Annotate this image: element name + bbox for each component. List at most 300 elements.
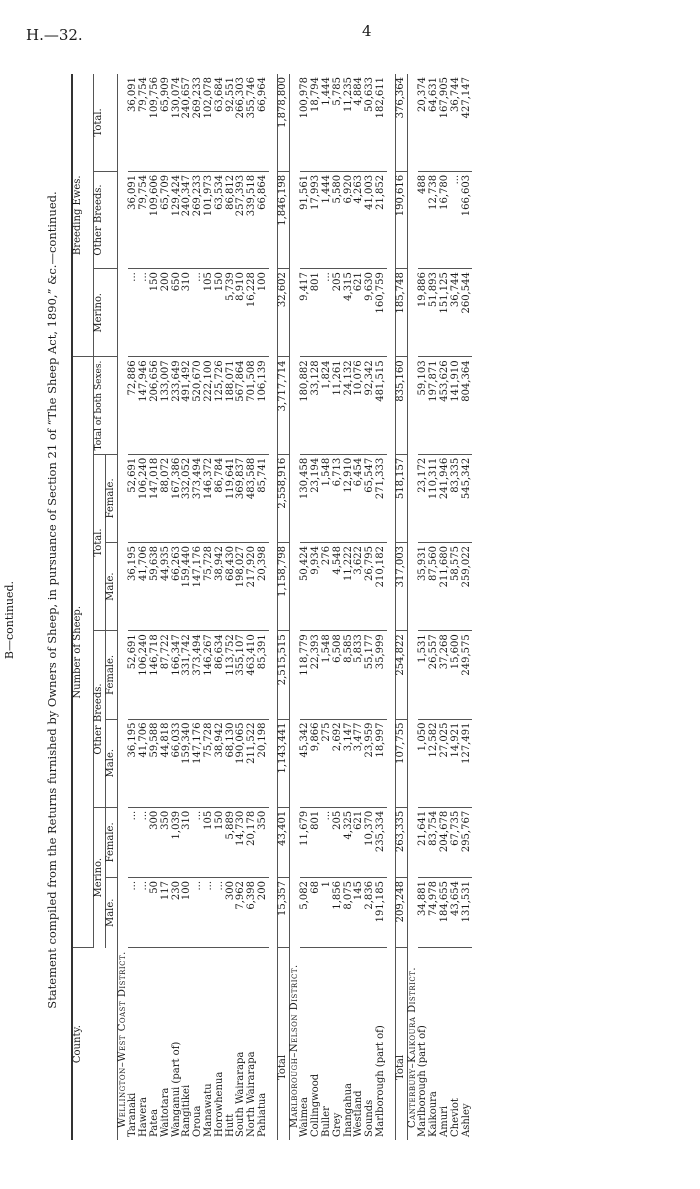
total-cell-mf: 263,335 <box>395 807 407 877</box>
county-name: Rangitikei <box>181 1084 193 1137</box>
cell-om: 75,728 <box>204 719 215 807</box>
cell-eo: 86,812 <box>226 171 237 268</box>
cell-mf: 67,735 <box>451 807 462 877</box>
cell-em: ... <box>322 269 333 357</box>
cell-et: 266,303 <box>236 74 247 171</box>
county-name: Hutt <box>224 1113 236 1137</box>
cell-tb: 72,886 <box>128 357 139 454</box>
cell-om: 41,706 <box>139 719 150 807</box>
cell-tb: 33,128 <box>311 357 322 454</box>
cell-tb: 147,946 <box>139 357 150 454</box>
cell-om: 20,198 <box>258 719 269 807</box>
cell-em: 9,417 <box>300 269 311 357</box>
cell-tb: 24,132 <box>344 357 355 454</box>
total-header: Total. <box>94 454 106 631</box>
cell-tm: 147,176 <box>193 543 204 631</box>
cell-et: 1,444 <box>322 74 333 171</box>
cell-om: 2,692 <box>333 719 344 807</box>
cell-tm: 38,942 <box>215 543 226 631</box>
cell-mf: 310 <box>182 807 193 877</box>
cell-mf: 5,889 <box>226 807 237 877</box>
cell-tb: 125,726 <box>215 357 226 454</box>
cell-mf: 4,325 <box>344 807 355 877</box>
cell-tm: 35,931 <box>418 543 429 631</box>
cell-eo: 101,973 <box>204 171 215 268</box>
cell-em: 310 <box>182 269 193 357</box>
cell-tf: 373,494 <box>193 454 204 542</box>
county-name: Horowhenua <box>213 1071 225 1137</box>
cell-em: 151,125 <box>440 269 451 357</box>
total-cell-of: 2,515,515 <box>277 631 289 719</box>
cell-om: 45,342 <box>300 719 311 807</box>
cell-et: 167,905 <box>440 74 451 171</box>
county-name: Hawera <box>138 1097 150 1137</box>
table-row <box>226 74 237 1140</box>
cell-tb: 106,139 <box>258 357 269 454</box>
cell-eo: 109,606 <box>150 171 161 268</box>
cell-mm: 131,531 <box>462 877 473 947</box>
number-of-sheep-header: Number of Sheep. <box>72 357 94 948</box>
cell-mf: 150 <box>215 807 226 877</box>
cell-et: 63,684 <box>215 74 226 171</box>
cell-mf: 350 <box>161 807 172 877</box>
table-row <box>139 74 150 1140</box>
table-row <box>333 74 344 1140</box>
county-name: Ashley <box>460 1103 472 1137</box>
cell-mf: 10,370 <box>365 807 376 877</box>
total-cell-tm: 1,158,798 <box>277 543 289 631</box>
cell-of: 26,557 <box>429 631 440 719</box>
total-cell-eo: 190,616 <box>395 171 407 268</box>
cell-tm: 41,706 <box>139 543 150 631</box>
cell-em: 51,893 <box>429 269 440 357</box>
cell-om: 44,818 <box>161 719 172 807</box>
cell-tm: 36,195 <box>128 543 139 631</box>
cell-tf: 483,588 <box>247 454 258 542</box>
cell-tf: 83,335 <box>451 454 462 542</box>
cell-mm: 50 <box>150 877 161 947</box>
cell-mf: 204,678 <box>440 807 451 877</box>
total-cell-om: 107,755 <box>395 719 407 807</box>
cell-tm: 50,424 <box>300 543 311 631</box>
cell-em: ... <box>139 269 150 357</box>
cell-tm: 198,027 <box>236 543 247 631</box>
table-row <box>451 74 462 1140</box>
spacer-row <box>387 74 396 1140</box>
cell-eo: 240,347 <box>182 171 193 268</box>
rotated-statement-sheet <box>5 70 685 1170</box>
statement-title: Statement compiled from the Returns furnished by Owners of Sheep, in pursuance of Section 21 of “The Sheep Act, 1890,” &c.—continued. <box>45 191 59 1009</box>
cell-et: 66,964 <box>258 74 269 171</box>
district-total-row <box>395 74 407 1140</box>
cell-tb: 1,824 <box>322 357 333 454</box>
table-row <box>161 74 172 1140</box>
table-row <box>344 74 355 1140</box>
cell-om: 190,065 <box>236 719 247 807</box>
other-breeds-header: Other Breeds. <box>94 631 106 808</box>
cell-tm: 259,022 <box>462 543 473 631</box>
cell-of: 355,107 <box>236 631 247 719</box>
cell-tf: 130,458 <box>300 454 311 542</box>
cell-of: 87,722 <box>161 631 172 719</box>
table-body <box>117 74 472 1140</box>
cell-om: 275 <box>322 719 333 807</box>
total-cell-of: 254,822 <box>395 631 407 719</box>
sheep-returns-table <box>71 74 472 1140</box>
cell-of: 5,833 <box>354 631 365 719</box>
district-heading-row <box>117 74 128 1140</box>
cell-om: 159,340 <box>182 719 193 807</box>
cell-tm: 68,430 <box>226 543 237 631</box>
district-name: Wellington–West Coast District. <box>116 951 128 1128</box>
table-row <box>376 74 387 1140</box>
cell-eo: 129,424 <box>172 171 183 268</box>
cell-tf: 147,018 <box>150 454 161 542</box>
cell-mf: 801 <box>311 807 322 877</box>
cell-of: 249,575 <box>462 631 473 719</box>
cell-of: 113,752 <box>226 631 237 719</box>
total-cell-et: 376,364 <box>395 74 407 171</box>
ewes-total-header: Total. <box>94 74 118 171</box>
cell-om: 66,033 <box>172 719 183 807</box>
cell-tf: 85,741 <box>258 454 269 542</box>
cell-mf: 21,641 <box>418 807 429 877</box>
cell-of: 86,634 <box>215 631 226 719</box>
cell-tf: 23,172 <box>418 454 429 542</box>
cell-tm: 44,935 <box>161 543 172 631</box>
cell-tf: 167,386 <box>172 454 183 542</box>
cell-tf: 1,548 <box>322 454 333 542</box>
county-name: Waimea <box>299 1097 311 1137</box>
table-row <box>462 74 473 1140</box>
cell-mm: ... <box>128 877 139 947</box>
county-name: Patea <box>148 1108 160 1137</box>
cell-tm: 20,398 <box>258 543 269 631</box>
cell-eo: 41,003 <box>365 171 376 268</box>
cell-om: 27,025 <box>440 719 451 807</box>
total-cell-em: 32,602 <box>277 269 289 357</box>
cell-mm: 43,654 <box>451 877 462 947</box>
cell-eo: 66,864 <box>258 171 269 268</box>
cell-eo: 257,393 <box>236 171 247 268</box>
cell-et: 65,909 <box>161 74 172 171</box>
cell-mf: ... <box>128 807 139 877</box>
cell-et: 79,754 <box>139 74 150 171</box>
total-male-header: Male. <box>105 543 117 631</box>
district-heading-row <box>407 74 418 1140</box>
cell-et: 182,611 <box>376 74 387 171</box>
cell-mm: 2,836 <box>365 877 376 947</box>
cell-eo: 12,738 <box>429 171 440 268</box>
district-total-row <box>277 74 289 1140</box>
cell-eo: 166,603 <box>462 171 473 268</box>
cell-tf: 119,641 <box>226 454 237 542</box>
cell-mf: 235,334 <box>376 807 387 877</box>
cell-em: 19,886 <box>418 269 429 357</box>
cell-tm: 4,548 <box>333 543 344 631</box>
cell-mm: ... <box>215 877 226 947</box>
total-cell-eo: 1,846,198 <box>277 171 289 268</box>
table-row <box>322 74 333 1140</box>
cell-et: 11,235 <box>344 74 355 171</box>
cell-mm: 145 <box>354 877 365 947</box>
cell-tm: 11,222 <box>344 543 355 631</box>
cell-tf: 106,240 <box>139 454 150 542</box>
county-name: Collingwood <box>310 1073 322 1137</box>
cell-om: 36,195 <box>128 719 139 807</box>
cell-em: 9,630 <box>365 269 376 357</box>
cell-of: 37,268 <box>440 631 451 719</box>
cell-tf: 146,372 <box>204 454 215 542</box>
merino-header: Merino. <box>94 807 106 947</box>
cell-mm: 200 <box>258 877 269 947</box>
cell-tb: 206,656 <box>150 357 161 454</box>
total-cell-et: 1,878,800 <box>277 74 289 171</box>
cell-tb: 133,007 <box>161 357 172 454</box>
cell-tf: 332,052 <box>182 454 193 542</box>
district-name: Canterbury–Kaikoura District. <box>406 966 418 1128</box>
total-cell-om: 1,143,441 <box>277 719 289 807</box>
cell-eo: 339,518 <box>247 171 258 268</box>
cell-et: 36,744 <box>451 74 462 171</box>
cell-em: 205 <box>333 269 344 357</box>
cell-mf: 621 <box>354 807 365 877</box>
table-row <box>258 74 269 1140</box>
cell-et: 355,746 <box>247 74 258 171</box>
cell-mf: 205 <box>333 807 344 877</box>
cell-mf: ... <box>139 807 150 877</box>
county-name: Oroua <box>192 1105 204 1137</box>
cell-tm: 210,182 <box>376 543 387 631</box>
cell-tb: 701,508 <box>247 357 258 454</box>
cell-et: 109,756 <box>150 74 161 171</box>
district-heading-row <box>289 74 300 1140</box>
cell-mm: 34,881 <box>418 877 429 947</box>
cell-et: 102,078 <box>204 74 215 171</box>
cell-of: 146,267 <box>204 631 215 719</box>
cell-mm: 8,075 <box>344 877 355 947</box>
county-name: Manawatu <box>202 1083 214 1137</box>
county-name: North Wairarapa <box>246 1051 258 1137</box>
cell-tm: 75,728 <box>204 543 215 631</box>
county-name: Pahiatua <box>256 1092 268 1137</box>
cell-mm: 7,962 <box>236 877 247 947</box>
cell-eo: 65,709 <box>161 171 172 268</box>
cell-tm: 3,622 <box>354 543 365 631</box>
cell-tm: 66,263 <box>172 543 183 631</box>
cell-tf: 65,547 <box>365 454 376 542</box>
cell-mf: 14,730 <box>236 807 247 877</box>
cell-eo: 16,780 <box>440 171 451 268</box>
cell-et: 5,785 <box>333 74 344 171</box>
total-label: Total <box>395 948 407 1140</box>
cell-tm: 211,680 <box>440 543 451 631</box>
cell-tf: 23,194 <box>311 454 322 542</box>
cell-tb: 10,076 <box>354 357 365 454</box>
cell-tb: 11,261 <box>333 357 344 454</box>
cell-em: 260,544 <box>462 269 473 357</box>
cell-of: 166,347 <box>172 631 183 719</box>
cell-tm: 159,440 <box>182 543 193 631</box>
cell-em: 36,744 <box>451 269 462 357</box>
cell-mm: 230 <box>172 877 183 947</box>
cell-em: 801 <box>311 269 322 357</box>
cell-tf: 12,910 <box>344 454 355 542</box>
merino-female-header: Female. <box>105 807 117 877</box>
cell-et: 18,794 <box>311 74 322 171</box>
cell-of: 106,240 <box>139 631 150 719</box>
cell-of: 52,691 <box>128 631 139 719</box>
total-cell-tb: 3,717,714 <box>277 357 289 454</box>
total-cell-tf: 518,157 <box>395 454 407 542</box>
cell-eo: 36,091 <box>128 171 139 268</box>
cell-of: 1,548 <box>322 631 333 719</box>
table-row <box>247 74 258 1140</box>
cell-mf: 1,039 <box>172 807 183 877</box>
table-row <box>193 74 204 1140</box>
cell-of: 1,531 <box>418 631 429 719</box>
cell-om: 23,959 <box>365 719 376 807</box>
county-name: Wanganui (part of) <box>170 1041 182 1137</box>
cell-em: 16,228 <box>247 269 258 357</box>
cell-tf: 6,454 <box>354 454 365 542</box>
cell-tm: 276 <box>322 543 333 631</box>
cell-of: 146,718 <box>150 631 161 719</box>
cell-om: 59,588 <box>150 719 161 807</box>
cell-tb: 59,103 <box>418 357 429 454</box>
cell-tf: 52,691 <box>128 454 139 542</box>
total-cell-mm: 15,357 <box>277 877 289 947</box>
cell-tb: 222,100 <box>204 357 215 454</box>
cell-om: 18,997 <box>376 719 387 807</box>
cell-tm: 26,795 <box>365 543 376 631</box>
cell-om: 38,942 <box>215 719 226 807</box>
cell-of: 35,999 <box>376 631 387 719</box>
cell-tf: 271,333 <box>376 454 387 542</box>
cell-et: 92,551 <box>226 74 237 171</box>
total-cell-tb: 835,160 <box>395 357 407 454</box>
cell-om: 3,477 <box>354 719 365 807</box>
cell-mm: 184,655 <box>440 877 451 947</box>
cell-tb: 92,342 <box>365 357 376 454</box>
cell-eo: 488 <box>418 171 429 268</box>
cell-et: 4,884 <box>354 74 365 171</box>
cell-et: 240,657 <box>182 74 193 171</box>
cell-em: 621 <box>354 269 365 357</box>
cell-eo: 17,993 <box>311 171 322 268</box>
cell-mf: 20,178 <box>247 807 258 877</box>
county-name: Buller <box>320 1106 332 1137</box>
cell-tb: 453,626 <box>440 357 451 454</box>
table-row <box>300 74 311 1140</box>
county-name: Cheviot <box>449 1098 461 1137</box>
merino-male-header: Male. <box>105 877 117 947</box>
cell-eo: 79,754 <box>139 171 150 268</box>
table-row <box>365 74 376 1140</box>
table-row <box>172 74 183 1140</box>
table-row <box>215 74 226 1140</box>
other-male-header: Male. <box>105 719 117 807</box>
county-name: South Wairarapa <box>235 1051 247 1137</box>
total-cell-em: 185,748 <box>395 269 407 357</box>
cell-of: 8,585 <box>344 631 355 719</box>
cell-mf: ... <box>193 807 204 877</box>
cell-eo: 269,233 <box>193 171 204 268</box>
cell-mm: 117 <box>161 877 172 947</box>
page-reference: H.—32. <box>26 26 83 44</box>
cell-mm: 191,185 <box>376 877 387 947</box>
cell-om: 12,582 <box>429 719 440 807</box>
cell-et: 130,074 <box>172 74 183 171</box>
cell-om: 3,147 <box>344 719 355 807</box>
table-row <box>236 74 247 1140</box>
cell-tf: 110,311 <box>429 454 440 542</box>
cell-mm: 1 <box>322 877 333 947</box>
total-cell-tf: 2,558,916 <box>277 454 289 542</box>
breeding-ewes-header: Breeding Ewes. <box>72 74 94 357</box>
table-row <box>204 74 215 1140</box>
county-header: County. <box>72 948 117 1140</box>
cell-om: 147,176 <box>193 719 204 807</box>
cell-em: 150 <box>150 269 161 357</box>
cell-et: 50,633 <box>365 74 376 171</box>
cell-om: 1,050 <box>418 719 429 807</box>
cell-tb: 804,364 <box>462 357 473 454</box>
spacer-row <box>269 74 278 1140</box>
table-row <box>150 74 161 1140</box>
county-name: Kaikoura <box>428 1091 440 1137</box>
table-row <box>311 74 322 1140</box>
cell-eo: 5,580 <box>333 171 344 268</box>
cell-eo: ... <box>451 171 462 268</box>
cell-em: 5,739 <box>226 269 237 357</box>
table-row <box>440 74 451 1140</box>
total-cell-tm: 317,003 <box>395 543 407 631</box>
table-row <box>182 74 193 1140</box>
cell-tb: 233,649 <box>172 357 183 454</box>
total-both-sexes-header: Total of both Sexes. <box>94 357 118 454</box>
cell-tf: 545,342 <box>462 454 473 542</box>
cell-tb: 481,515 <box>376 357 387 454</box>
cell-tb: 567,864 <box>236 357 247 454</box>
total-female-header: Female. <box>105 454 117 542</box>
cell-eo: 91,561 <box>300 171 311 268</box>
cell-tb: 520,670 <box>193 357 204 454</box>
cell-em: 8,910 <box>236 269 247 357</box>
cell-of: 85,391 <box>258 631 269 719</box>
cell-tf: 241,946 <box>440 454 451 542</box>
cell-et: 64,631 <box>429 74 440 171</box>
total-cell-mf: 43,401 <box>277 807 289 877</box>
cell-et: 269,233 <box>193 74 204 171</box>
cell-mm: ... <box>193 877 204 947</box>
cell-mm: 68 <box>311 877 322 947</box>
cell-om: 127,491 <box>462 719 473 807</box>
cell-tb: 141,910 <box>451 357 462 454</box>
district-name: Marlborough–Nelson District. <box>288 964 300 1128</box>
cell-mf: 300 <box>150 807 161 877</box>
cell-om: 9,866 <box>311 719 322 807</box>
cell-tb: 180,882 <box>300 357 311 454</box>
ewes-merino-header: Merino. <box>94 269 118 357</box>
cell-tb: 491,492 <box>182 357 193 454</box>
cell-tf: 369,837 <box>236 454 247 542</box>
cell-mf: 11,679 <box>300 807 311 877</box>
table-row <box>354 74 365 1140</box>
cell-tm: 59,638 <box>150 543 161 631</box>
cell-em: 160,759 <box>376 269 387 357</box>
page-number: 4 <box>362 22 372 40</box>
